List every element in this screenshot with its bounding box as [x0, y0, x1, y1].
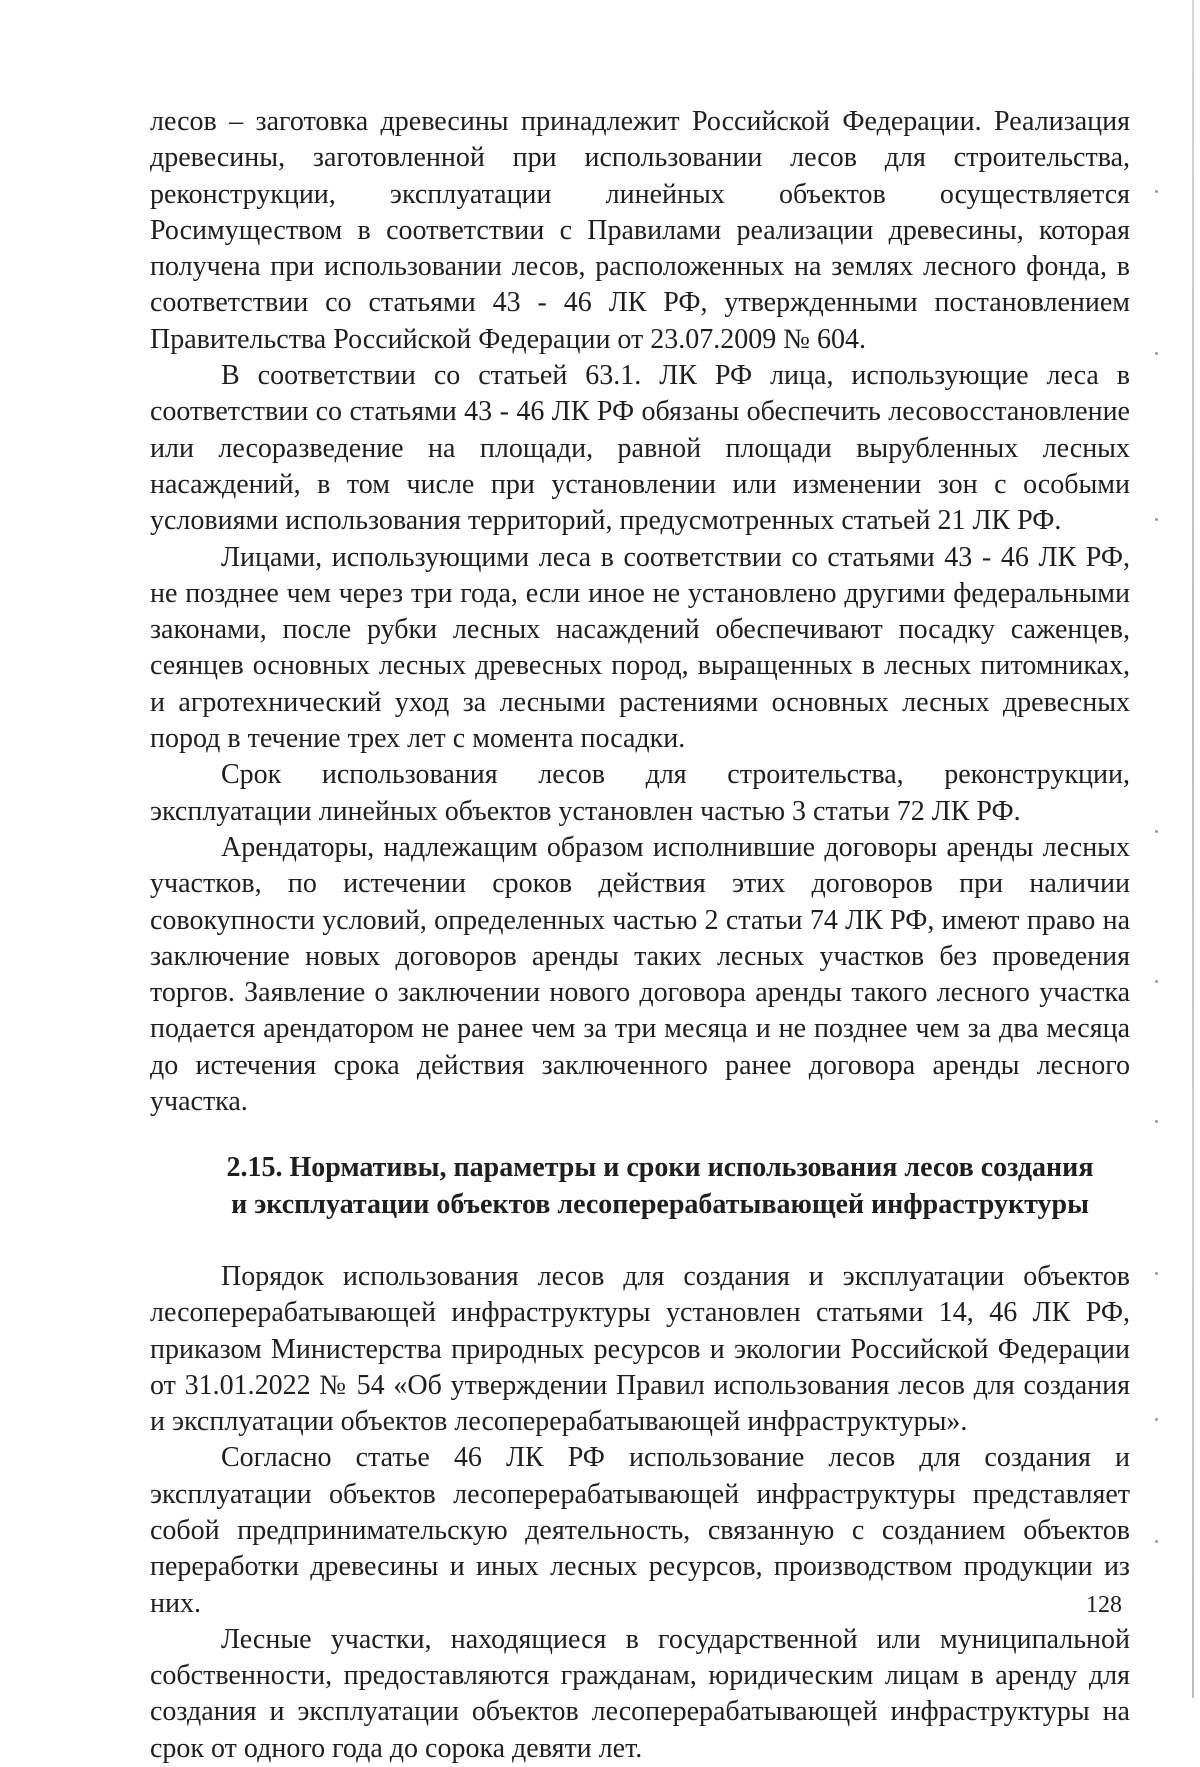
scan-speck — [1155, 190, 1158, 193]
paragraph-reforestation: В соответствии со статьей 63.1. ЛК РФ лица, использующие леса в соответствии со статьями 43 - 46 ЛК РФ обязаны обеспечить лесовосстановление или лесоразведение на площади, равной площади вырубленных лесных насаждений, в том числе при установлении или изменении зон с особыми условиями использования территорий, предусмотренных статьей 21 ЛК РФ. — [150, 360, 1130, 537]
scan-speck — [1155, 1272, 1158, 1275]
paragraph-continuation: лесов – заготовка древесины принадлежит Российской Федерации. Реализация древесины, заготовленной при использовании лесов для строительства, реконструкции, эксплуатации линейных объектов осуществляется Росимуществом в соответствии с Правилами реализации древесины, которая получена при использовании лесов, расположенных на землях лесного фонда, в соответствии со статьями 43 - 46 ЛК РФ, утвержденными постановлением Правительства Российской Федерации от 23.07.2009 № 604. — [150, 106, 1130, 355]
paragraph-procedure: Порядок использования лесов для создания и эксплуатации объектов лесоперерабатывающей инфраструктуры установлен статьями 14, 46 ЛК РФ, приказом Министерства природных ресурсов и экологии Российской Федерации от 31.01.2022 № 54 «Об утверждении Правил использования лесов для создания и эксплуатации объектов лесоперерабатывающей инфраструктуры». — [150, 1260, 1130, 1438]
scan-edge-line — [1192, 0, 1194, 1698]
scan-speck — [1155, 352, 1158, 355]
paragraph-planting: Лицами, использующими леса в соответствии со статьями 43 - 46 ЛК РФ, не позднее чем через три года, если иное не установлено другими федеральными законами, после рубки лесных насаждений обеспечивают посадку саженцев, сеянцев основных лесных древесных пород, выращенных в лесных питомниках, и агротехнический уход за лесными растениями основных лесных древесных пород в течение трех лет с момента посадки. — [150, 541, 1130, 755]
section-heading-line-1: 2.15. Нормативы, параметры и сроки использования лесов создания — [226, 1152, 1094, 1184]
scan-speck — [1155, 1120, 1158, 1123]
scan-speck — [1155, 518, 1158, 521]
paragraph-term: Срок использования лесов для строительства, реконструкции, эксплуатации линейных объектов установлен частью 3 статьи 72 ЛК РФ. — [150, 759, 1130, 827]
scan-speck — [1155, 1418, 1158, 1421]
section-heading-line-2: и эксплуатации объектов лесоперерабатывающей инфраструктуры — [231, 1188, 1089, 1220]
document-body — [150, 104, 1130, 1767]
paragraph-business: Согласно статье 46 ЛК РФ использование лесов для создания и эксплуатации объектов лесоперерабатывающей инфраструктуры представляет собой предпринимательскую деятельность, связанную с созданием объектов переработки древесины и иных лесных ресурсов, производством продукции из них. — [150, 1442, 1130, 1619]
paragraph-lease-term: Лесные участки, находящиеся в государственной или муниципальной собственности, предоставляются гражданам, юридическим лицам в аренду для создания и эксплуатации объектов лесоперерабатывающей инфраструктуры на срок от одного года до сорока девяти лет. — [150, 1623, 1130, 1764]
scan-speck — [1155, 980, 1158, 983]
scan-speck — [1155, 830, 1158, 833]
section-heading — [150, 1150, 1130, 1223]
page-number: 128 — [1086, 1592, 1122, 1618]
scan-speck — [1155, 1540, 1158, 1543]
paragraph-tenants: Арендаторы, надлежащим образом исполнившие договоры аренды лесных участков, по истечении сроков действия этих договоров при наличии совокупности условий, определенных частью 2 статьи 74 ЛК РФ, имеют право на заключение новых договоров аренды таких лесных участков без проведения торгов. Заявление о заключении нового договора аренды такого лесного участка подается арендатором не ранее чем за три месяца и не позднее чем за два месяца до истечения срока действия заключенного ранее договора аренды лесного участка. — [150, 831, 1130, 1118]
